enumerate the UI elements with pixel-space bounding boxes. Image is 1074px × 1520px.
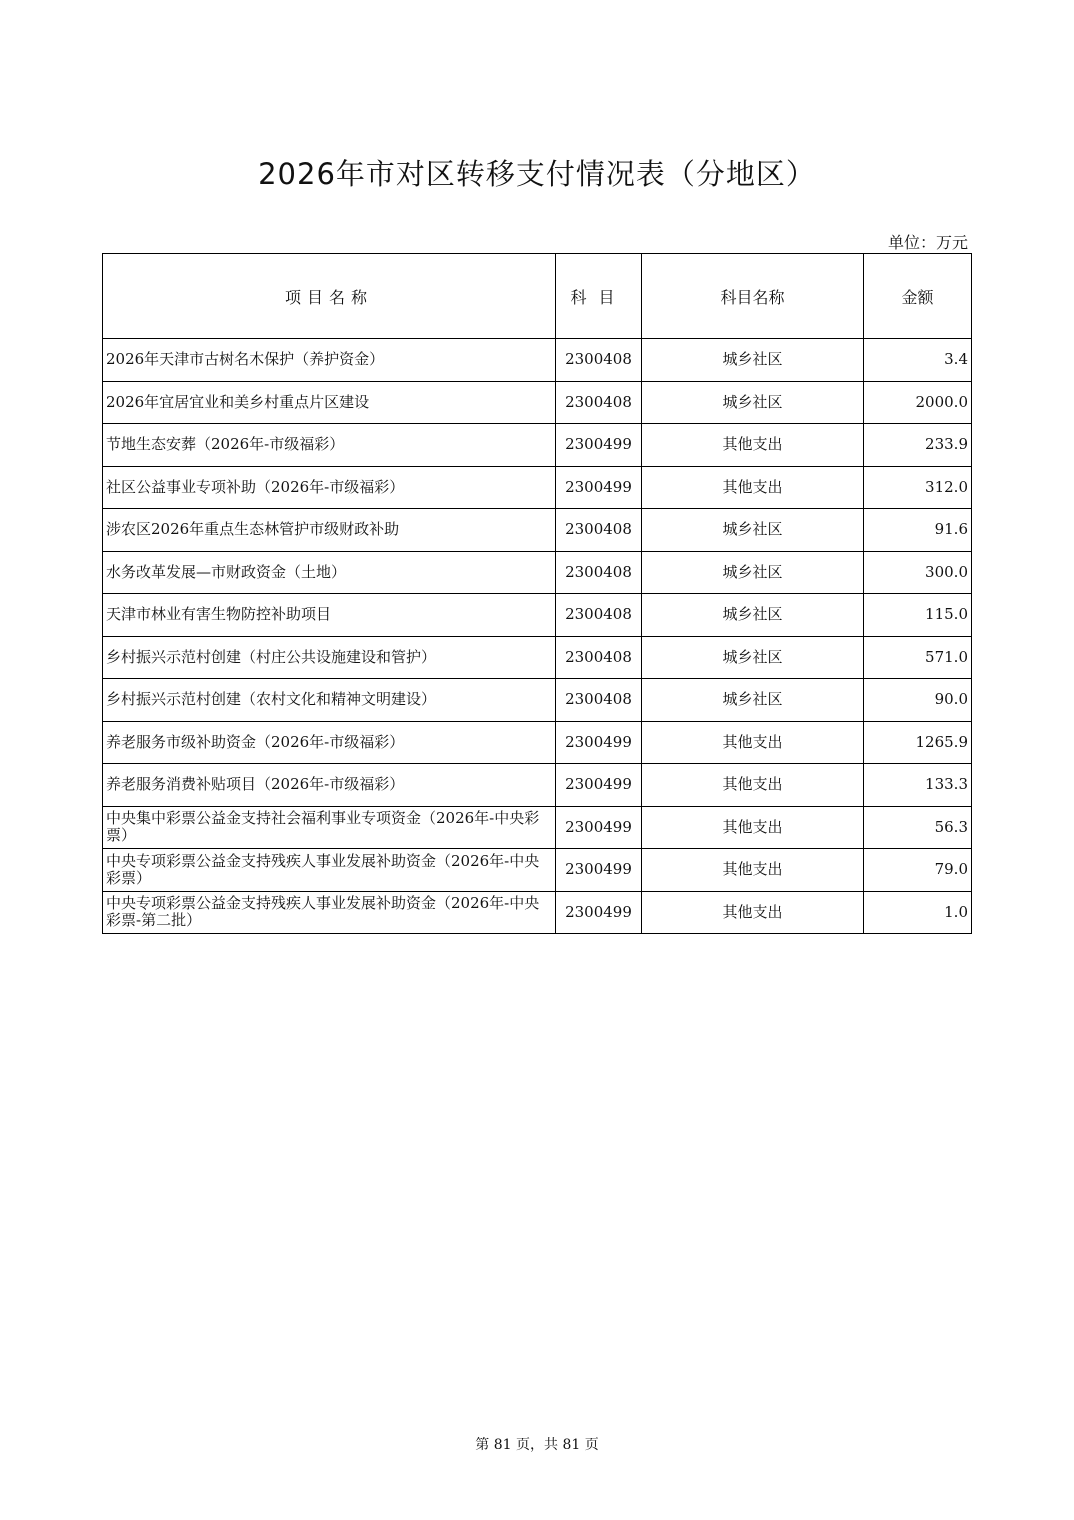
subject-code-cell: 2300408 bbox=[556, 636, 642, 679]
header-subject-code: 科目 bbox=[556, 254, 642, 339]
subject-code-cell: 2300499 bbox=[556, 424, 642, 467]
table-row bbox=[103, 594, 972, 637]
subject-name-cell: 城乡社区 bbox=[642, 636, 864, 679]
amount-cell: 91.6 bbox=[864, 509, 972, 552]
subject-name-cell: 城乡社区 bbox=[642, 594, 864, 637]
table-row bbox=[103, 381, 972, 424]
subject-code-cell: 2300499 bbox=[556, 849, 642, 892]
table-row bbox=[103, 466, 972, 509]
amount-cell: 133.3 bbox=[864, 764, 972, 807]
subject-name-cell: 城乡社区 bbox=[642, 509, 864, 552]
table-row bbox=[103, 339, 972, 382]
amount-cell: 79.0 bbox=[864, 849, 972, 892]
header-project-name: 项目名称 bbox=[103, 254, 556, 339]
subject-name-cell: 城乡社区 bbox=[642, 679, 864, 722]
amount-cell: 233.9 bbox=[864, 424, 972, 467]
table-header-row bbox=[103, 254, 972, 339]
project-name-cell: 养老服务消费补贴项目（2026年-市级福彩） bbox=[103, 764, 556, 807]
amount-cell: 2000.0 bbox=[864, 381, 972, 424]
page-title: 2026年市对区转移支付情况表（分地区） bbox=[258, 157, 816, 191]
amount-cell: 56.3 bbox=[864, 806, 972, 849]
amount-cell: 312.0 bbox=[864, 466, 972, 509]
header-subject-name: 科目名称 bbox=[642, 254, 864, 339]
project-name-cell: 水务改革发展—市财政资金（土地） bbox=[103, 551, 556, 594]
subject-name-cell: 其他支出 bbox=[642, 891, 864, 934]
amount-cell: 300.0 bbox=[864, 551, 972, 594]
project-name-cell: 2026年宜居宜业和美乡村重点片区建设 bbox=[103, 381, 556, 424]
table-row bbox=[103, 721, 972, 764]
subject-code-cell: 2300408 bbox=[556, 679, 642, 722]
subject-name-cell: 其他支出 bbox=[642, 424, 864, 467]
amount-cell: 571.0 bbox=[864, 636, 972, 679]
table-row bbox=[103, 551, 972, 594]
subject-name-cell: 城乡社区 bbox=[642, 381, 864, 424]
project-name-cell: 2026年天津市古树名木保护（养护资金） bbox=[103, 339, 556, 382]
amount-cell: 1.0 bbox=[864, 891, 972, 934]
subject-name-cell: 其他支出 bbox=[642, 849, 864, 892]
subject-code-cell: 2300408 bbox=[556, 381, 642, 424]
amount-cell: 90.0 bbox=[864, 679, 972, 722]
subject-name-cell: 其他支出 bbox=[642, 806, 864, 849]
project-name-cell: 养老服务市级补助资金（2026年-市级福彩） bbox=[103, 721, 556, 764]
header-amount: 金额 bbox=[864, 254, 972, 339]
unit-label: 单位：万元 bbox=[887, 233, 968, 252]
table-row bbox=[103, 679, 972, 722]
subject-name-cell: 其他支出 bbox=[642, 466, 864, 509]
table-row bbox=[103, 891, 972, 934]
subject-code-cell: 2300408 bbox=[556, 594, 642, 637]
subject-code-cell: 2300408 bbox=[556, 509, 642, 552]
table-row bbox=[103, 806, 972, 849]
table-row bbox=[103, 636, 972, 679]
subject-code-cell: 2300499 bbox=[556, 764, 642, 807]
project-name-cell: 乡村振兴示范村创建（农村文化和精神文明建设） bbox=[103, 679, 556, 722]
table-row bbox=[103, 509, 972, 552]
project-name-cell: 中央专项彩票公益金支持残疾人事业发展补助资金（2026年-中央彩票-第二批） bbox=[103, 891, 556, 934]
project-name-cell: 乡村振兴示范村创建（村庄公共设施建设和管护） bbox=[103, 636, 556, 679]
subject-code-cell: 2300499 bbox=[556, 466, 642, 509]
subject-code-cell: 2300499 bbox=[556, 891, 642, 934]
project-name-cell: 社区公益事业专项补助（2026年-市级福彩） bbox=[103, 466, 556, 509]
table-row bbox=[103, 424, 972, 467]
subject-code-cell: 2300499 bbox=[556, 721, 642, 764]
subject-code-cell: 2300499 bbox=[556, 806, 642, 849]
subject-code-cell: 2300408 bbox=[556, 551, 642, 594]
subject-name-cell: 城乡社区 bbox=[642, 339, 864, 382]
table-row bbox=[103, 849, 972, 892]
table-row bbox=[103, 764, 972, 807]
subject-code-cell: 2300408 bbox=[556, 339, 642, 382]
project-name-cell: 涉农区2026年重点生态林管护市级财政补助 bbox=[103, 509, 556, 552]
amount-cell: 3.4 bbox=[864, 339, 972, 382]
amount-cell: 1265.9 bbox=[864, 721, 972, 764]
project-name-cell: 中央专项彩票公益金支持残疾人事业发展补助资金（2026年-中央彩票） bbox=[103, 849, 556, 892]
subject-name-cell: 城乡社区 bbox=[642, 551, 864, 594]
subject-name-cell: 其他支出 bbox=[642, 721, 864, 764]
project-name-cell: 中央集中彩票公益金支持社会福利事业专项资金（2026年-中央彩票） bbox=[103, 806, 556, 849]
project-name-cell: 天津市林业有害生物防控补助项目 bbox=[103, 594, 556, 637]
amount-cell: 115.0 bbox=[864, 594, 972, 637]
transfer-payment-table bbox=[102, 253, 972, 934]
subject-name-cell: 其他支出 bbox=[642, 764, 864, 807]
project-name-cell: 节地生态安葬（2026年-市级福彩） bbox=[103, 424, 556, 467]
page-number: 第 81 页，共 81 页 bbox=[475, 1437, 599, 1453]
